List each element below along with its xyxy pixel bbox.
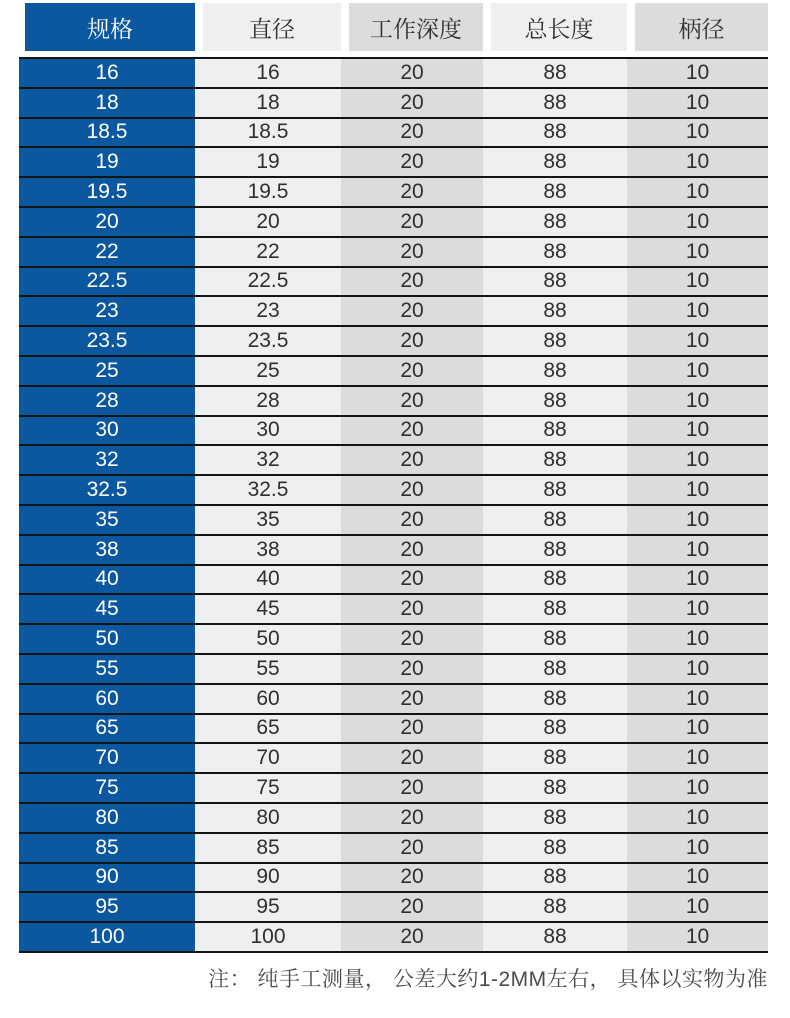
table-row [19, 417, 768, 447]
spec-cell: 18.5 [19, 119, 195, 147]
header-cell-total-length: 总长度 [483, 3, 627, 51]
working-depth-cell: 20 [341, 387, 483, 415]
working-depth-cell: 20 [341, 89, 483, 117]
shank-diameter-cell: 10 [627, 864, 768, 892]
table-row [19, 655, 768, 685]
total-length-cell: 88 [483, 893, 627, 921]
table-row [19, 864, 768, 894]
spec-cell: 19 [19, 148, 195, 176]
spec-cell: 35 [19, 506, 195, 534]
shank-diameter-cell: 10 [627, 238, 768, 266]
working-depth-cell: 20 [341, 446, 483, 474]
working-depth-cell: 20 [341, 417, 483, 445]
shank-diameter-cell: 10 [627, 536, 768, 564]
shank-diameter-cell: 10 [627, 685, 768, 713]
table-row [19, 834, 768, 864]
total-length-cell: 88 [483, 506, 627, 534]
spec-cell: 100 [19, 923, 195, 951]
spec-cell: 55 [19, 655, 195, 683]
diameter-cell: 38 [195, 536, 341, 564]
working-depth-cell: 20 [341, 119, 483, 147]
table-header-row [19, 3, 768, 51]
working-depth-cell: 20 [341, 893, 483, 921]
working-depth-cell: 20 [341, 327, 483, 355]
diameter-cell: 50 [195, 625, 341, 653]
shank-diameter-cell: 10 [627, 715, 768, 743]
table-row [19, 327, 768, 357]
header-cell-diameter: 直径 [195, 3, 341, 51]
shank-diameter-cell: 10 [627, 893, 768, 921]
shank-diameter-cell: 10 [627, 595, 768, 623]
total-length-cell: 88 [483, 327, 627, 355]
working-depth-cell: 20 [341, 357, 483, 385]
shank-diameter-cell: 10 [627, 923, 768, 951]
diameter-cell: 23.5 [195, 327, 341, 355]
total-length-cell: 88 [483, 119, 627, 147]
diameter-cell: 28 [195, 387, 341, 415]
working-depth-cell: 20 [341, 595, 483, 623]
total-length-cell: 88 [483, 625, 627, 653]
total-length-cell: 88 [483, 685, 627, 713]
shank-diameter-cell: 10 [627, 148, 768, 176]
shank-diameter-cell: 10 [627, 297, 768, 325]
working-depth-cell: 20 [341, 923, 483, 951]
table-row [19, 268, 768, 298]
shank-diameter-cell: 10 [627, 566, 768, 594]
diameter-cell: 95 [195, 893, 341, 921]
table-row [19, 238, 768, 268]
total-length-cell: 88 [483, 357, 627, 385]
diameter-cell: 80 [195, 804, 341, 832]
table-row [19, 178, 768, 208]
table-row [19, 446, 768, 476]
spec-cell: 80 [19, 804, 195, 832]
working-depth-cell: 20 [341, 268, 483, 296]
shank-diameter-cell: 10 [627, 446, 768, 474]
total-length-cell: 88 [483, 89, 627, 117]
working-depth-cell: 20 [341, 655, 483, 683]
total-length-cell: 88 [483, 417, 627, 445]
table-body [19, 57, 768, 953]
total-length-cell: 88 [483, 864, 627, 892]
spec-cell: 16 [19, 59, 195, 87]
shank-diameter-cell: 10 [627, 268, 768, 296]
working-depth-cell: 20 [341, 715, 483, 743]
diameter-cell: 55 [195, 655, 341, 683]
spec-cell: 22 [19, 238, 195, 266]
working-depth-cell: 20 [341, 744, 483, 772]
spec-cell: 95 [19, 893, 195, 921]
diameter-cell: 35 [195, 506, 341, 534]
spec-cell: 28 [19, 387, 195, 415]
table-row [19, 208, 768, 238]
diameter-cell: 20 [195, 208, 341, 236]
diameter-cell: 22 [195, 238, 341, 266]
table-row [19, 923, 768, 953]
diameter-cell: 40 [195, 566, 341, 594]
table-row [19, 119, 768, 149]
working-depth-cell: 20 [341, 536, 483, 564]
diameter-cell: 25 [195, 357, 341, 385]
working-depth-cell: 20 [341, 625, 483, 653]
table-row [19, 893, 768, 923]
spec-cell: 45 [19, 595, 195, 623]
table-row [19, 476, 768, 506]
diameter-cell: 19 [195, 148, 341, 176]
total-length-cell: 88 [483, 238, 627, 266]
spec-cell: 32.5 [19, 476, 195, 504]
spec-cell: 70 [19, 744, 195, 772]
diameter-cell: 30 [195, 417, 341, 445]
working-depth-cell: 20 [341, 297, 483, 325]
spec-cell: 40 [19, 566, 195, 594]
diameter-cell: 70 [195, 744, 341, 772]
table-row [19, 566, 768, 596]
total-length-cell: 88 [483, 387, 627, 415]
spec-cell: 25 [19, 357, 195, 385]
total-length-cell: 88 [483, 178, 627, 206]
table-row [19, 595, 768, 625]
table-row [19, 804, 768, 834]
spec-cell: 65 [19, 715, 195, 743]
spec-cell: 23 [19, 297, 195, 325]
header-cell-shank-diameter: 柄径 [627, 3, 768, 51]
working-depth-cell: 20 [341, 178, 483, 206]
table-row [19, 357, 768, 387]
working-depth-cell: 20 [341, 864, 483, 892]
diameter-cell: 100 [195, 923, 341, 951]
diameter-cell: 85 [195, 834, 341, 862]
spec-cell: 50 [19, 625, 195, 653]
table-row [19, 506, 768, 536]
shank-diameter-cell: 10 [627, 655, 768, 683]
total-length-cell: 88 [483, 297, 627, 325]
shank-diameter-cell: 10 [627, 208, 768, 236]
total-length-cell: 88 [483, 148, 627, 176]
shank-diameter-cell: 10 [627, 804, 768, 832]
spec-cell: 22.5 [19, 268, 195, 296]
header-cell-working-depth: 工作深度 [341, 3, 483, 51]
spec-cell: 90 [19, 864, 195, 892]
working-depth-cell: 20 [341, 476, 483, 504]
working-depth-cell: 20 [341, 685, 483, 713]
total-length-cell: 88 [483, 268, 627, 296]
total-length-cell: 88 [483, 774, 627, 802]
spec-cell: 75 [19, 774, 195, 802]
table-row [19, 685, 768, 715]
spec-table [19, 3, 768, 953]
table-row [19, 387, 768, 417]
header-cell-spec: 规格 [19, 3, 195, 51]
diameter-cell: 23 [195, 297, 341, 325]
spec-cell: 32 [19, 446, 195, 474]
table-row [19, 297, 768, 327]
table-row [19, 59, 768, 89]
shank-diameter-cell: 10 [627, 774, 768, 802]
diameter-cell: 18 [195, 89, 341, 117]
shank-diameter-cell: 10 [627, 327, 768, 355]
total-length-cell: 88 [483, 536, 627, 564]
total-length-cell: 88 [483, 744, 627, 772]
diameter-cell: 19.5 [195, 178, 341, 206]
shank-diameter-cell: 10 [627, 119, 768, 147]
diameter-cell: 45 [195, 595, 341, 623]
shank-diameter-cell: 10 [627, 476, 768, 504]
total-length-cell: 88 [483, 208, 627, 236]
diameter-cell: 32.5 [195, 476, 341, 504]
working-depth-cell: 20 [341, 566, 483, 594]
total-length-cell: 88 [483, 566, 627, 594]
shank-diameter-cell: 10 [627, 387, 768, 415]
spec-cell: 23.5 [19, 327, 195, 355]
working-depth-cell: 20 [341, 208, 483, 236]
table-row [19, 774, 768, 804]
table-row [19, 89, 768, 119]
shank-diameter-cell: 10 [627, 89, 768, 117]
shank-diameter-cell: 10 [627, 506, 768, 534]
spec-cell: 18 [19, 89, 195, 117]
total-length-cell: 88 [483, 655, 627, 683]
spec-cell: 30 [19, 417, 195, 445]
diameter-cell: 75 [195, 774, 341, 802]
total-length-cell: 88 [483, 476, 627, 504]
working-depth-cell: 20 [341, 834, 483, 862]
shank-diameter-cell: 10 [627, 357, 768, 385]
diameter-cell: 90 [195, 864, 341, 892]
total-length-cell: 88 [483, 595, 627, 623]
total-length-cell: 88 [483, 834, 627, 862]
table-row [19, 148, 768, 178]
working-depth-cell: 20 [341, 774, 483, 802]
total-length-cell: 88 [483, 446, 627, 474]
working-depth-cell: 20 [341, 238, 483, 266]
working-depth-cell: 20 [341, 59, 483, 87]
shank-diameter-cell: 10 [627, 625, 768, 653]
spec-cell: 60 [19, 685, 195, 713]
table-row [19, 744, 768, 774]
total-length-cell: 88 [483, 715, 627, 743]
table-row [19, 536, 768, 566]
working-depth-cell: 20 [341, 506, 483, 534]
table-row [19, 715, 768, 745]
table-row [19, 625, 768, 655]
diameter-cell: 22.5 [195, 268, 341, 296]
working-depth-cell: 20 [341, 804, 483, 832]
diameter-cell: 32 [195, 446, 341, 474]
diameter-cell: 18.5 [195, 119, 341, 147]
diameter-cell: 60 [195, 685, 341, 713]
total-length-cell: 88 [483, 59, 627, 87]
total-length-cell: 88 [483, 923, 627, 951]
total-length-cell: 88 [483, 804, 627, 832]
measurement-note: 注： 纯手工测量， 公差大约1-2MM左右， 具体以实物为准 [208, 968, 768, 991]
diameter-cell: 65 [195, 715, 341, 743]
diameter-cell: 16 [195, 59, 341, 87]
spec-cell: 85 [19, 834, 195, 862]
shank-diameter-cell: 10 [627, 744, 768, 772]
shank-diameter-cell: 10 [627, 834, 768, 862]
spec-cell: 20 [19, 208, 195, 236]
shank-diameter-cell: 10 [627, 417, 768, 445]
shank-diameter-cell: 10 [627, 178, 768, 206]
shank-diameter-cell: 10 [627, 59, 768, 87]
spec-cell: 38 [19, 536, 195, 564]
spec-cell: 19.5 [19, 178, 195, 206]
working-depth-cell: 20 [341, 148, 483, 176]
